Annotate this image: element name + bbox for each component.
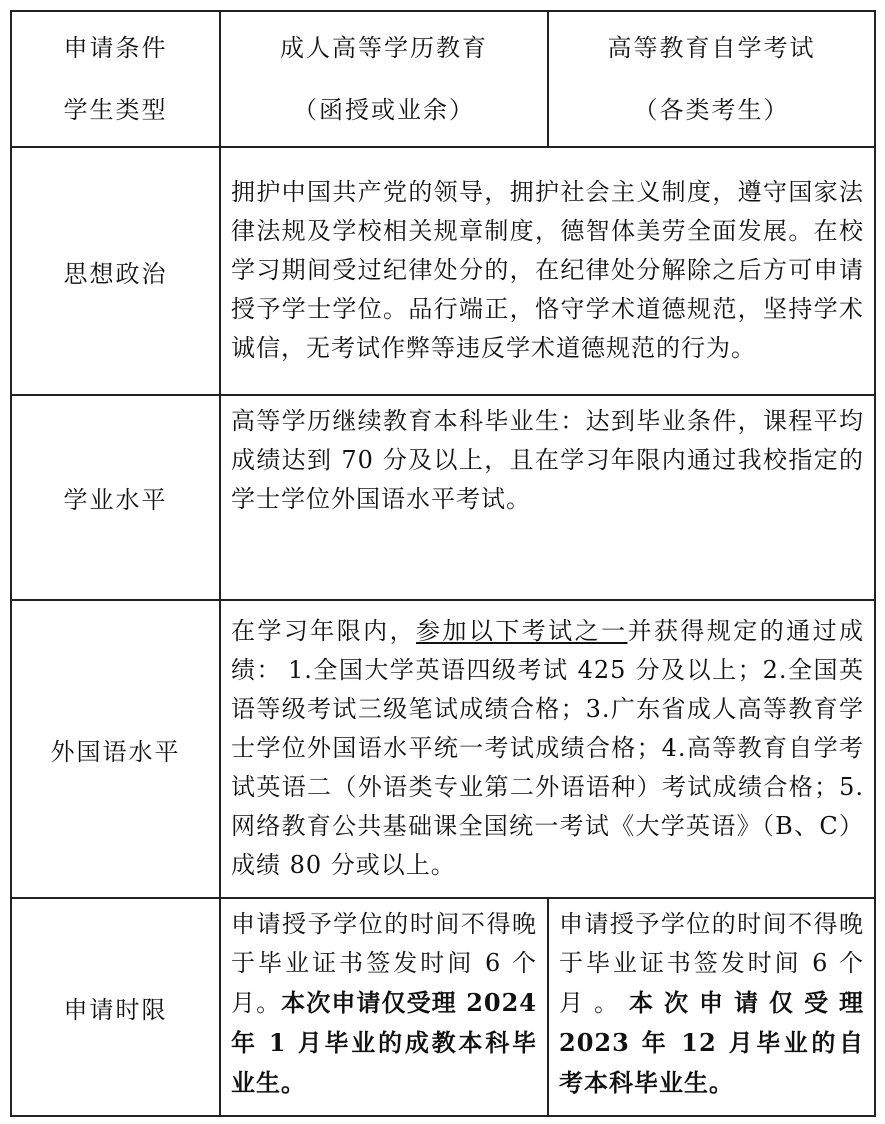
- header-row: [11, 11, 875, 147]
- foreign-item-4: 4.高等教育自学考试英语二（外语类专业第二外语语种）考试成绩合格；: [231, 733, 865, 801]
- academic-label: 学业水平: [11, 395, 220, 600]
- deadline-adult-normal: 申请授予学位的时间不得晚于毕业证书签发时间 6 个月。: [231, 910, 537, 1017]
- deadline-self-study-text: [549, 903, 874, 1111]
- politics-label: 思想政治: [11, 147, 220, 395]
- foreign-language-content-cell: [220, 600, 875, 898]
- academic-row: [11, 395, 875, 600]
- corner-line-1: 申请条件: [63, 34, 168, 62]
- academic-text: 高等学历继续教育本科毕业生：达到毕业条件，课程平均成绩达到 70 分及以上，且在学习年限内通过我校指定的学士学位外国语水平考试。: [231, 407, 864, 513]
- requirements-table: [10, 10, 876, 1117]
- foreign-language-text: [221, 606, 874, 893]
- deadline-self-bold: 本次申请仅受理 2023 年 12 月毕业的自考本科毕业生。: [559, 988, 864, 1097]
- foreign-item-1: 1.全国大学英语四级考试 425 分及以上；: [288, 655, 763, 684]
- corner-line-2: 学生类型: [63, 96, 168, 124]
- foreign-item-3: 3.广东省成人高等教育学士学位外国语水平统一考试成绩合格；: [231, 694, 864, 762]
- politics-content-cell: [220, 147, 875, 395]
- adult-header-line-1: 成人高等学历教育: [280, 34, 488, 62]
- deadline-adult-cell: [220, 898, 548, 1116]
- header-adult-cell: [220, 11, 548, 147]
- deadline-self-study-cell: [548, 898, 875, 1116]
- self-study-header-line-2: （各类考生）: [633, 96, 790, 124]
- foreign-underlined-phrase: 参加以下考试之一: [416, 616, 628, 645]
- deadline-self-normal: 申请授予学位的时间不得晚于毕业证书签发时间 6 个月。: [559, 910, 864, 1017]
- foreign-suffix: 并获得规定的通过成绩：: [231, 616, 865, 684]
- deadline-adult-text: [221, 903, 547, 1111]
- header-self-study-cell: [548, 11, 875, 147]
- politics-text: 拥护中国共产党的领导，拥护社会主义制度，遵守国家法律法规及学校相关规章制度，德智体美劳全面发展。在校学习期间受过纪律处分的，在纪律处分解除之后方可申请授予学士学位。品行端正，恪守学术道德规范，坚持学术诚信，无考试作弊等违反学术道德规范的行为。: [231, 177, 864, 362]
- academic-content-cell: [220, 395, 875, 600]
- deadline-adult-bold: 本次申请仅受理 2024 年 1 月毕业的成教本科毕业生。: [231, 988, 537, 1097]
- foreign-language-label: 外国语水平: [11, 600, 220, 898]
- self-study-header-line-1: 高等教育自学考试: [607, 34, 816, 62]
- deadline-label: 申请时限: [11, 898, 220, 1116]
- politics-row: [11, 147, 875, 395]
- foreign-prefix: 在学习年限内，: [231, 616, 417, 645]
- header-corner-cell: [11, 11, 220, 147]
- foreign-item-2: 2.全国英语等级考试三级笔试成绩合格；: [231, 655, 864, 723]
- foreign-item-5: 5.网络教育公共基础课全国统一考试《大学英语》（B、C）成绩 80 分或以上。: [231, 772, 864, 879]
- foreign-language-row: [11, 600, 875, 898]
- adult-header-line-2: （函授或业余）: [293, 96, 475, 124]
- deadline-row: [11, 898, 875, 1116]
